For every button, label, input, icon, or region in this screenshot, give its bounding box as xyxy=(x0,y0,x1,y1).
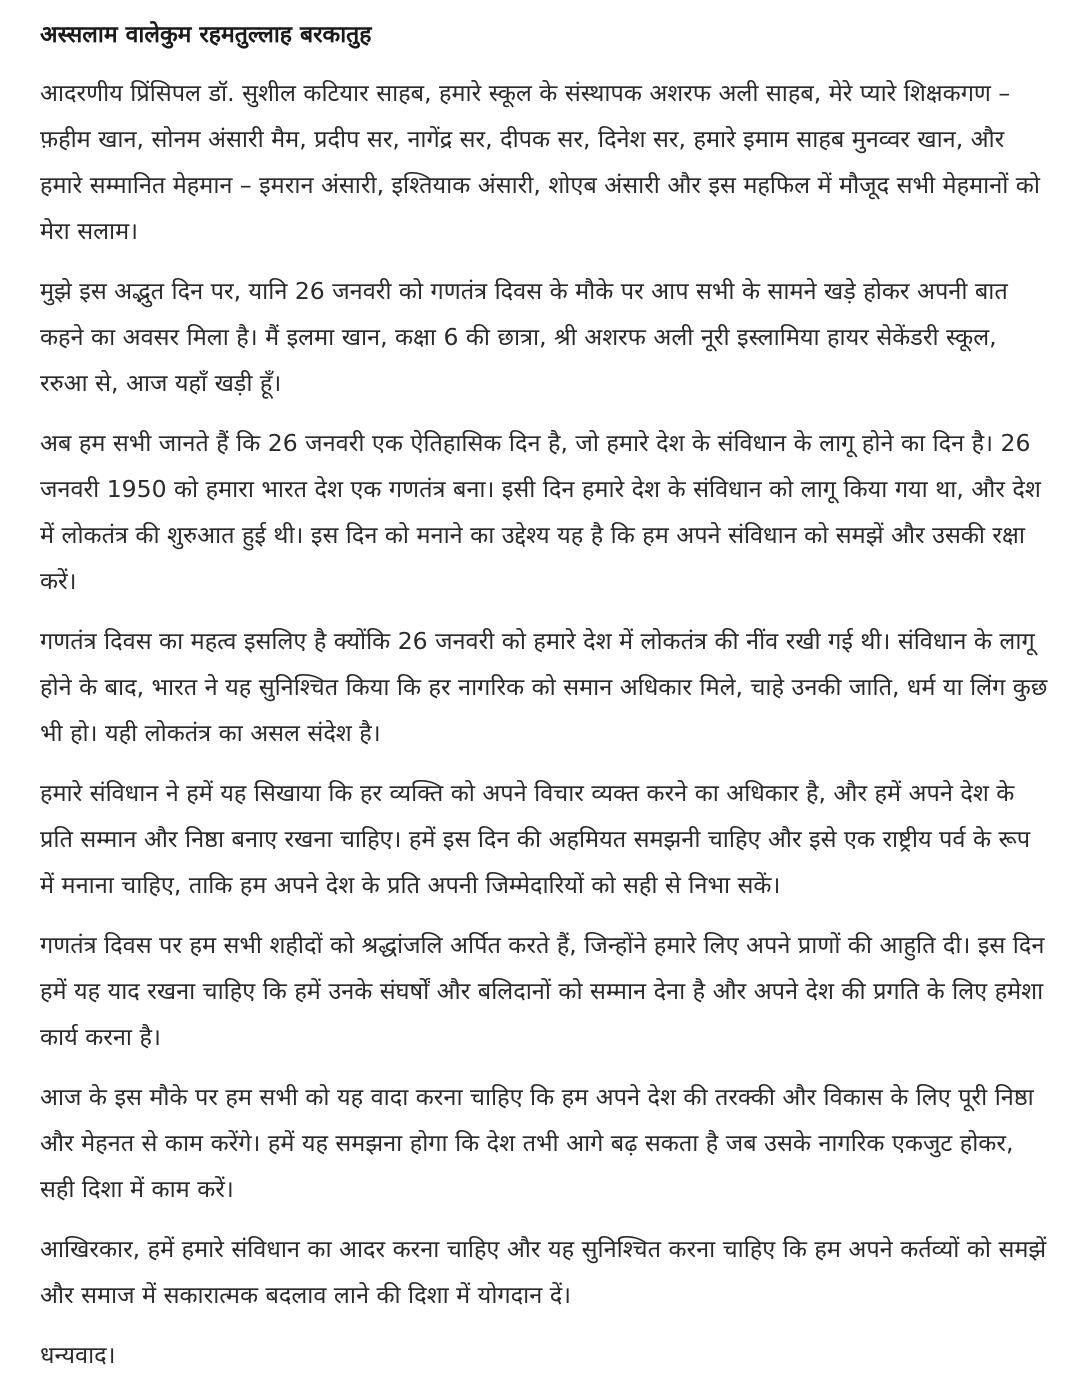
paragraph-importance: गणतंत्र दिवस का महत्व इसलिए है क्योंकि 26 जनवरी को हमारे देश में लोकतंत्र की नींव रखी गई थी। संविधान के लागू होने के बाद, भारत ने यह सुनिश्चित किया कि हर नागरिक को समान अधिकार मिले, चाहे उनकी जाति, धर्म या लिंग कुछ भी हो। यही लोकतंत्र का असल संदेश है। xyxy=(40,627,1048,747)
paragraph-thanks: धन्यवाद। xyxy=(40,1341,116,1369)
paragraph-pledge: आज के इस मौके पर हम सभी को यह वादा करना चाहिए कि हम अपने देश की तरक्की और विकास के लिए पूरी निष्ठा और मेहनत से काम करेंगे। हमें यह समझना होगा कि देश तभी आगे बढ़ सकता है जब उसके नागरिक एकजुट होकर, सही दिशा में काम करें। xyxy=(40,1083,1034,1203)
paragraph-conclusion: आखिरकार, हमें हमारे संविधान का आदर करना चाहिए और यह सुनिश्चित करना चाहिए कि हम अपने कर्तव्यों को समझें और समाज में सकारात्मक बदलाव लाने की दिशा में योगदान दें। xyxy=(40,1235,1047,1309)
paragraph-history: अब हम सभी जानते हैं कि 26 जनवरी एक ऐतिहासिक दिन है, जो हमारे देश के संविधान के लागू होने का दिन है। 26 जनवरी 1950 को हमारा भारत देश एक गणतंत्र बना। इसी दिन हमारे देश के संविधान को लागू किया गया था, और देश में लोकतंत्र की शुरुआत हुई थी। इस दिन को मनाने का उद्देश्य यह है कि हम अपने संविधान को समझें और उसकी रक्षा करें। xyxy=(40,429,1041,595)
paragraph-salutation: आदरणीय प्रिंसिपल डॉ. सुशील कटियार साहब, हमारे स्कूल के संस्थापक अशरफ अली साहब, मेरे प्यारे शिक्षकगण – फ़हीम खान, सोनम अंसारी मैम, प्रदीप सर, नागेंद्र सर, दीपक सर, दिनेश सर, हमारे इमाम साहब मुनव्वर खान, और हमारे सम्मानित मेहमान – इमरान अंसारी, इश्तियाक अंसारी, शोएब अंसारी और इस महफिल में मौजूद सभी मेहमानों को मेरा सलाम। xyxy=(40,79,1040,245)
paragraph-constitution-values: हमारे संविधान ने हमें यह सिखाया कि हर व्यक्ति को अपने विचार व्यक्त करने का अधिकार है, और हमें अपने देश के प्रति सम्मान और निष्ठा बनाए रखना चाहिए। हमें इस दिन की अहमियत समझनी चाहिए और इसे एक राष्ट्रीय पर्व के रूप में मनाना चाहिए, ताकि हम अपने देश के प्रति अपनी जिम्मेदारियों को सही से निभा सकें। xyxy=(40,779,1031,899)
paragraph-introduction: मुझे इस अद्भुत दिन पर, यानि 26 जनवरी को गणतंत्र दिवस के मौके पर आप सभी के सामने खड़े होकर अपनी बात कहने का अवसर मिला है। मैं इलमा खान, कक्षा 6 की छात्रा, श्री अशरफ अली नूरी इस्लामिया हायर सेकेंडरी स्कूल, ररुआ से, आज यहाँ खड़ी हूँ। xyxy=(40,277,1008,397)
greeting-heading: अस्सलाम वालेकुम रहमतुल्लाह बरकातुह xyxy=(40,22,372,48)
paragraph-martyrs-tribute: गणतंत्र दिवस पर हम सभी शहीदों को श्रद्धांजलि अर्पित करते हैं, जिन्होंने हमारे लिए अपने प्राणों की आहुति दी। इस दिन हमें यह याद रखना चाहिए कि हमें उनके संघर्षों और बलिदानों को सम्मान देना है और अपने देश की प्रगति के लिए हमेशा कार्य करना है। xyxy=(40,931,1045,1051)
